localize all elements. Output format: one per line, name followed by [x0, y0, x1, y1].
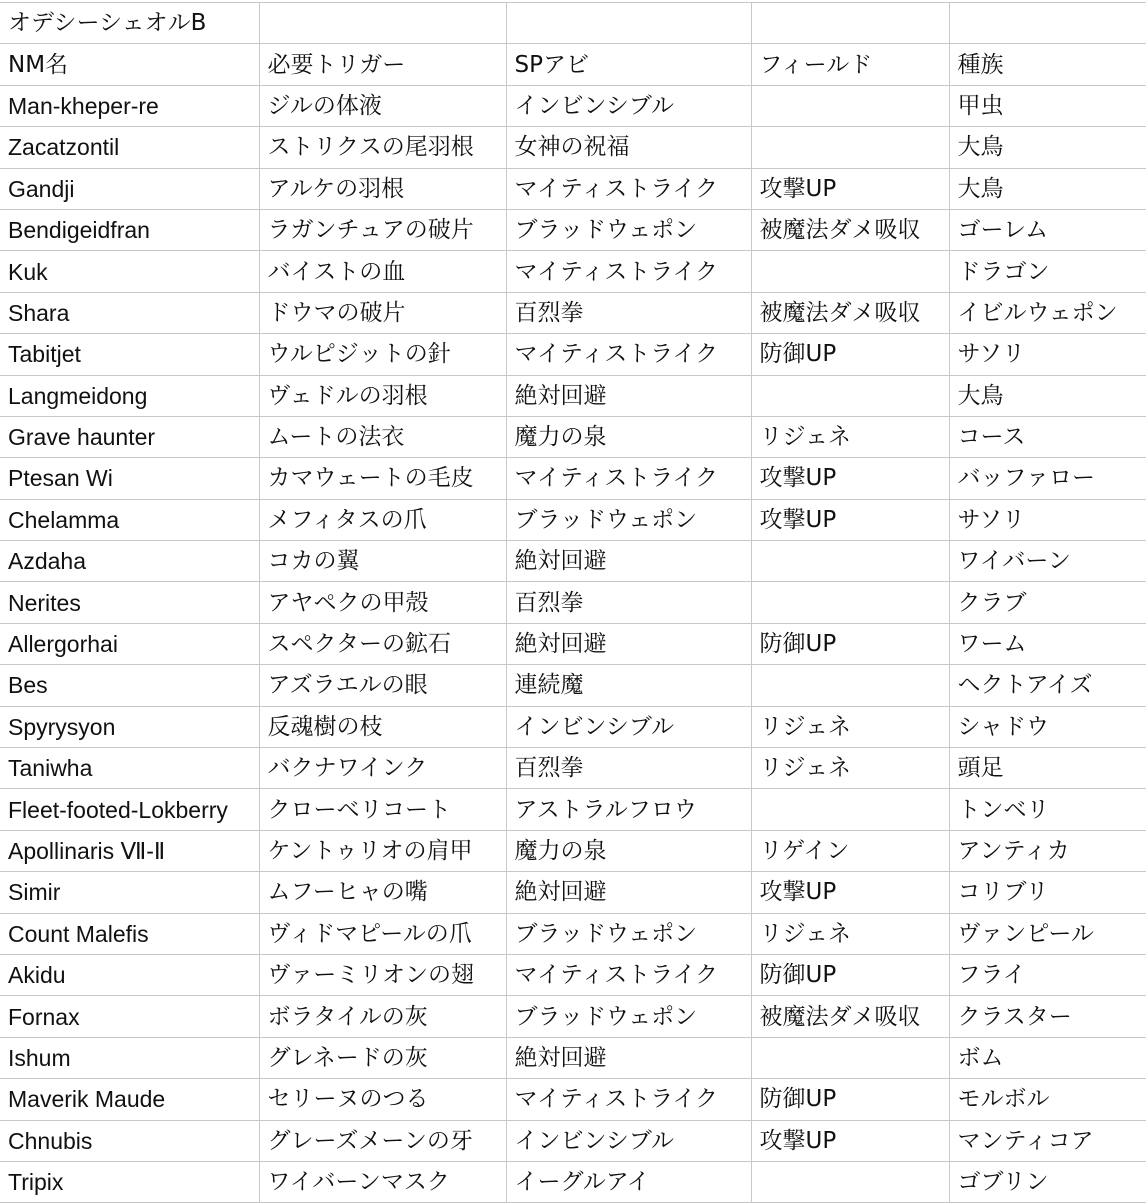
- nm-name-cell[interactable]: Man-kheper-re: [0, 85, 259, 126]
- trigger-cell[interactable]: ストリクスの尾羽根: [259, 127, 506, 168]
- field-cell[interactable]: リジェネ: [751, 416, 949, 457]
- nm-name-cell[interactable]: Ptesan Wi: [0, 458, 259, 499]
- table-row: [0, 1037, 1146, 1078]
- table-row: [0, 872, 1146, 913]
- field-cell[interactable]: 攻撃UP: [751, 499, 949, 540]
- table-row: [0, 582, 1146, 623]
- trigger-cell[interactable]: セリーヌのつる: [259, 1079, 506, 1120]
- trigger-cell[interactable]: ワイバーンマスク: [259, 1161, 506, 1202]
- header-row: [0, 44, 1146, 85]
- sp-ability-cell[interactable]: 連続魔: [506, 665, 751, 706]
- table-row: [0, 748, 1146, 789]
- trigger-cell[interactable]: 反魂樹の枝: [259, 706, 506, 747]
- sp-ability-cell[interactable]: 女神の祝福: [506, 127, 751, 168]
- nm-name-cell[interactable]: Gandji: [0, 168, 259, 209]
- sp-ability-cell[interactable]: イーグルアイ: [506, 1161, 751, 1202]
- family-cell[interactable]: モルボル: [949, 1079, 1146, 1120]
- family-cell[interactable]: イビルウェポン: [949, 292, 1146, 333]
- family-cell[interactable]: ゴーレム: [949, 209, 1146, 250]
- table-row: [0, 375, 1146, 416]
- field-cell[interactable]: リジェネ: [751, 706, 949, 747]
- sp-ability-cell[interactable]: マイティストライク: [506, 251, 751, 292]
- empty-cell[interactable]: [751, 3, 949, 44]
- family-cell[interactable]: コリブリ: [949, 872, 1146, 913]
- nm-name-cell[interactable]: Akidu: [0, 954, 259, 995]
- nm-name-cell[interactable]: Allergorhai: [0, 623, 259, 664]
- family-cell[interactable]: シャドウ: [949, 706, 1146, 747]
- field-cell[interactable]: [751, 251, 949, 292]
- field-cell[interactable]: [751, 127, 949, 168]
- field-cell[interactable]: [751, 582, 949, 623]
- family-cell[interactable]: ドラゴン: [949, 251, 1146, 292]
- family-cell[interactable]: バッファロー: [949, 458, 1146, 499]
- family-cell[interactable]: ワーム: [949, 623, 1146, 664]
- field-cell[interactable]: 防御UP: [751, 334, 949, 375]
- table-row: [0, 168, 1146, 209]
- table-row: [0, 665, 1146, 706]
- nm-name-cell[interactable]: Langmeidong: [0, 375, 259, 416]
- sp-ability-cell[interactable]: マイティストライク: [506, 954, 751, 995]
- trigger-cell[interactable]: クローベリコート: [259, 789, 506, 830]
- sp-ability-cell[interactable]: インビンシブル: [506, 1120, 751, 1161]
- header-cell-sp-ability[interactable]: SPアビ: [506, 44, 751, 85]
- table-row: [0, 830, 1146, 871]
- field-cell[interactable]: 攻撃UP: [751, 458, 949, 499]
- family-cell[interactable]: コース: [949, 416, 1146, 457]
- empty-cell[interactable]: [949, 3, 1146, 44]
- nm-name-cell[interactable]: Fornax: [0, 996, 259, 1037]
- table-row: [0, 789, 1146, 830]
- family-cell[interactable]: 大鳥: [949, 375, 1146, 416]
- sp-ability-cell[interactable]: ブラッドウェポン: [506, 996, 751, 1037]
- field-cell[interactable]: 攻撃UP: [751, 1120, 949, 1161]
- trigger-cell[interactable]: グレーズメーンの牙: [259, 1120, 506, 1161]
- nm-name-cell[interactable]: Bendigeidfran: [0, 209, 259, 250]
- sp-ability-cell[interactable]: 百烈拳: [506, 748, 751, 789]
- sp-ability-cell[interactable]: マイティストライク: [506, 168, 751, 209]
- nm-name-cell[interactable]: Simir: [0, 872, 259, 913]
- table-row: [0, 209, 1146, 250]
- title-cell[interactable]: オデシーシェオルB: [0, 3, 259, 44]
- sp-ability-cell[interactable]: アストラルフロウ: [506, 789, 751, 830]
- field-cell[interactable]: 攻撃UP: [751, 168, 949, 209]
- nm-name-cell[interactable]: Chelamma: [0, 499, 259, 540]
- sp-ability-cell[interactable]: 魔力の泉: [506, 416, 751, 457]
- nm-name-cell[interactable]: Grave haunter: [0, 416, 259, 457]
- family-cell[interactable]: 大鳥: [949, 168, 1146, 209]
- nm-name-cell[interactable]: Shara: [0, 292, 259, 333]
- field-cell[interactable]: リジェネ: [751, 748, 949, 789]
- trigger-cell[interactable]: ボラタイルの灰: [259, 996, 506, 1037]
- trigger-cell[interactable]: バイストの血: [259, 251, 506, 292]
- sp-ability-cell[interactable]: インビンシブル: [506, 706, 751, 747]
- nm-name-cell[interactable]: Nerites: [0, 582, 259, 623]
- empty-cell[interactable]: [259, 3, 506, 44]
- family-cell[interactable]: 頭足: [949, 748, 1146, 789]
- trigger-cell[interactable]: ムフーヒャの嘴: [259, 872, 506, 913]
- trigger-cell[interactable]: バクナワインク: [259, 748, 506, 789]
- table-row: [0, 292, 1146, 333]
- sp-ability-cell[interactable]: 百烈拳: [506, 292, 751, 333]
- family-cell[interactable]: クラスター: [949, 996, 1146, 1037]
- sp-ability-cell[interactable]: 絶対回避: [506, 623, 751, 664]
- sp-ability-cell[interactable]: ブラッドウェポン: [506, 209, 751, 250]
- table-row: [0, 913, 1146, 954]
- table-row: [0, 1120, 1146, 1161]
- header-cell-trigger[interactable]: 必要トリガー: [259, 44, 506, 85]
- sp-ability-cell[interactable]: 魔力の泉: [506, 830, 751, 871]
- trigger-cell[interactable]: アルケの羽根: [259, 168, 506, 209]
- table-row: [0, 85, 1146, 126]
- nm-name-cell[interactable]: Ishum: [0, 1037, 259, 1078]
- sp-ability-cell[interactable]: ブラッドウェポン: [506, 913, 751, 954]
- sp-ability-cell[interactable]: マイティストライク: [506, 458, 751, 499]
- sp-ability-cell[interactable]: 絶対回避: [506, 1037, 751, 1078]
- header-cell-family[interactable]: 種族: [949, 44, 1146, 85]
- family-cell[interactable]: ヘクトアイズ: [949, 665, 1146, 706]
- family-cell[interactable]: クラブ: [949, 582, 1146, 623]
- table-row: [0, 1079, 1146, 1120]
- family-cell[interactable]: ゴブリン: [949, 1161, 1146, 1202]
- sp-ability-cell[interactable]: マイティストライク: [506, 1079, 751, 1120]
- field-cell[interactable]: 攻撃UP: [751, 872, 949, 913]
- nm-name-cell[interactable]: Spyrysyon: [0, 706, 259, 747]
- nm-name-cell[interactable]: Kuk: [0, 251, 259, 292]
- table-row: [0, 541, 1146, 582]
- trigger-cell[interactable]: ケントゥリオの肩甲: [259, 830, 506, 871]
- sp-ability-cell[interactable]: マイティストライク: [506, 334, 751, 375]
- table-row: [0, 127, 1146, 168]
- nm-name-cell[interactable]: Apollinaris Ⅶ-Ⅱ: [0, 830, 259, 871]
- trigger-cell[interactable]: ヴィドマピールの爪: [259, 913, 506, 954]
- nm-name-cell[interactable]: Tabitjet: [0, 334, 259, 375]
- sp-ability-cell[interactable]: 絶対回避: [506, 872, 751, 913]
- nm-name-cell[interactable]: Maverik Maude: [0, 1079, 259, 1120]
- field-cell[interactable]: [751, 541, 949, 582]
- nm-name-cell[interactable]: Azdaha: [0, 541, 259, 582]
- trigger-cell[interactable]: メフィタスの爪: [259, 499, 506, 540]
- trigger-cell[interactable]: ムートの法衣: [259, 416, 506, 457]
- field-cell[interactable]: [751, 665, 949, 706]
- family-cell[interactable]: 大鳥: [949, 127, 1146, 168]
- nm-name-cell[interactable]: Taniwha: [0, 748, 259, 789]
- trigger-cell[interactable]: カマウェートの毛皮: [259, 458, 506, 499]
- family-cell[interactable]: ワイバーン: [949, 541, 1146, 582]
- family-cell[interactable]: サソリ: [949, 499, 1146, 540]
- table-row: [0, 416, 1146, 457]
- trigger-cell[interactable]: ヴァーミリオンの翅: [259, 954, 506, 995]
- table-row: [0, 706, 1146, 747]
- trigger-cell[interactable]: ラガンチュアの破片: [259, 209, 506, 250]
- field-cell[interactable]: 被魔法ダメ吸収: [751, 209, 949, 250]
- family-cell[interactable]: ボム: [949, 1037, 1146, 1078]
- trigger-cell[interactable]: スペクターの鉱石: [259, 623, 506, 664]
- family-cell[interactable]: 甲虫: [949, 85, 1146, 126]
- field-cell[interactable]: 防御UP: [751, 954, 949, 995]
- family-cell[interactable]: アンティカ: [949, 830, 1146, 871]
- table-row: [0, 458, 1146, 499]
- nm-name-cell[interactable]: Chnubis: [0, 1120, 259, 1161]
- trigger-cell[interactable]: グレネードの灰: [259, 1037, 506, 1078]
- header-cell-field[interactable]: フィールド: [751, 44, 949, 85]
- title-row: [0, 3, 1146, 44]
- sp-ability-cell[interactable]: 絶対回避: [506, 541, 751, 582]
- field-cell[interactable]: リジェネ: [751, 913, 949, 954]
- trigger-cell[interactable]: アヤペクの甲殻: [259, 582, 506, 623]
- field-cell[interactable]: [751, 1161, 949, 1202]
- table-row: [0, 251, 1146, 292]
- nm-name-cell[interactable]: Bes: [0, 665, 259, 706]
- field-cell[interactable]: リゲイン: [751, 830, 949, 871]
- nm-name-cell[interactable]: Tripix: [0, 1161, 259, 1202]
- sp-ability-cell[interactable]: 絶対回避: [506, 375, 751, 416]
- trigger-cell[interactable]: ジルの体液: [259, 85, 506, 126]
- table-row: [0, 996, 1146, 1037]
- family-cell[interactable]: マンティコア: [949, 1120, 1146, 1161]
- trigger-cell[interactable]: ドウマの破片: [259, 292, 506, 333]
- header-cell-nm-name[interactable]: NM名: [0, 44, 259, 85]
- empty-cell[interactable]: [506, 3, 751, 44]
- trigger-cell[interactable]: コカの翼: [259, 541, 506, 582]
- sp-ability-cell[interactable]: インビンシブル: [506, 85, 751, 126]
- field-cell[interactable]: 被魔法ダメ吸収: [751, 996, 949, 1037]
- field-cell[interactable]: [751, 375, 949, 416]
- field-cell[interactable]: [751, 85, 949, 126]
- family-cell[interactable]: ヴァンピール: [949, 913, 1146, 954]
- trigger-cell[interactable]: ヴェドルの羽根: [259, 375, 506, 416]
- table-row: [0, 334, 1146, 375]
- trigger-cell[interactable]: ウルピジットの針: [259, 334, 506, 375]
- field-cell[interactable]: 防御UP: [751, 1079, 949, 1120]
- spreadsheet-table: [0, 2, 1146, 1203]
- field-cell[interactable]: 防御UP: [751, 623, 949, 664]
- sp-ability-cell[interactable]: 百烈拳: [506, 582, 751, 623]
- nm-name-cell[interactable]: Zacatzontil: [0, 127, 259, 168]
- table-row: [0, 499, 1146, 540]
- nm-name-cell[interactable]: Count Malefis: [0, 913, 259, 954]
- family-cell[interactable]: トンベリ: [949, 789, 1146, 830]
- nm-name-cell[interactable]: Fleet-footed-Lokberry: [0, 789, 259, 830]
- family-cell[interactable]: フライ: [949, 954, 1146, 995]
- trigger-cell[interactable]: アズラエルの眼: [259, 665, 506, 706]
- table-row: [0, 954, 1146, 995]
- table-row: [0, 1161, 1146, 1202]
- spreadsheet-body: [0, 3, 1146, 1203]
- field-cell[interactable]: [751, 1037, 949, 1078]
- sp-ability-cell[interactable]: ブラッドウェポン: [506, 499, 751, 540]
- family-cell[interactable]: サソリ: [949, 334, 1146, 375]
- field-cell[interactable]: 被魔法ダメ吸収: [751, 292, 949, 333]
- field-cell[interactable]: [751, 789, 949, 830]
- table-row: [0, 623, 1146, 664]
